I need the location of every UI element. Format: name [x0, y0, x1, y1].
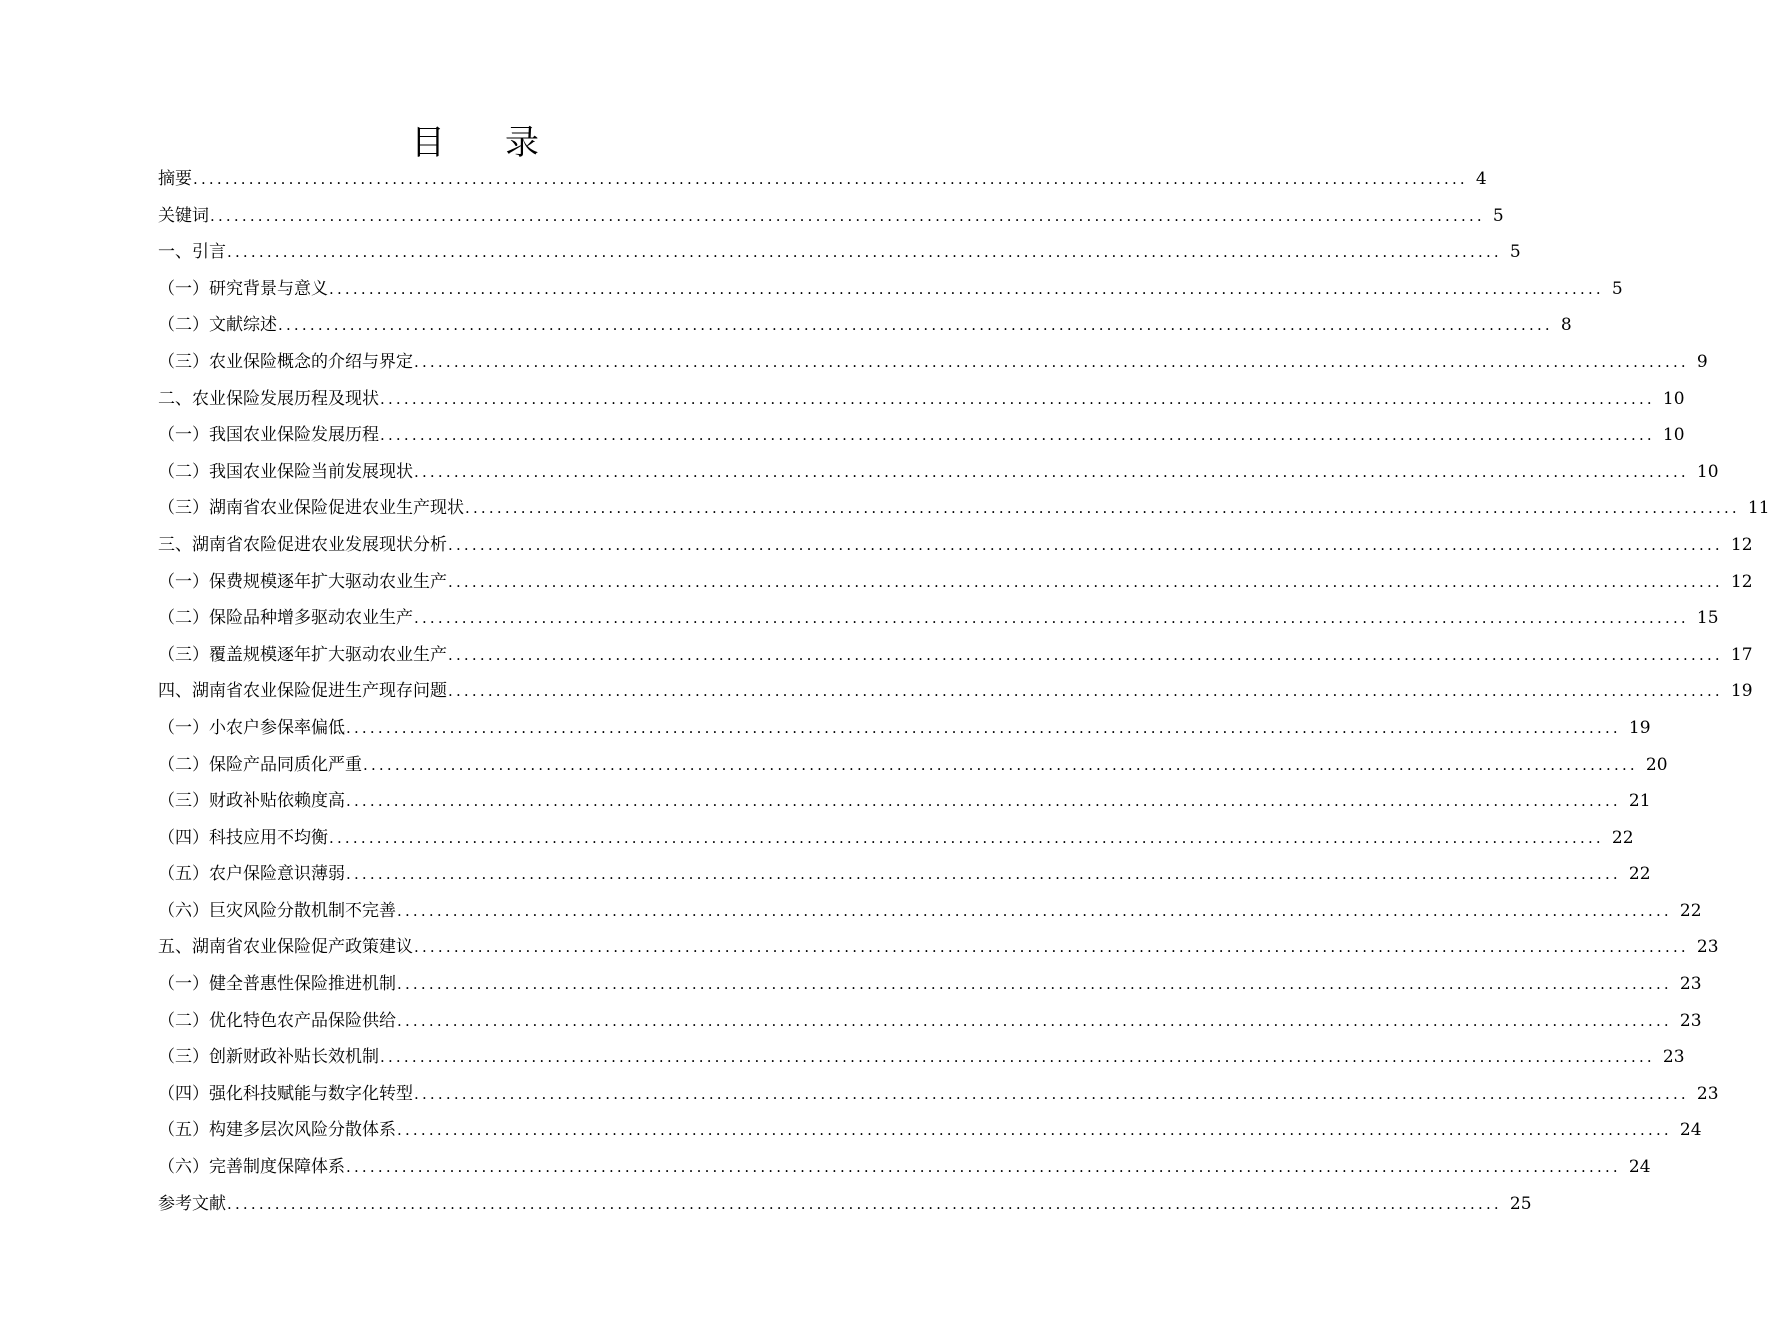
toc-entry-page: 10 — [1662, 388, 1685, 409]
toc-entry-label: （二）我国农业保险当前发展现状 — [158, 461, 413, 482]
toc-entry-label: （一）保费规模逐年扩大驱动农业生产 — [158, 571, 447, 592]
toc-leader-dots: ................................................................................................................................................................ — [346, 1158, 1621, 1177]
toc-leader-dots: ................................................................................................................................................................ — [329, 828, 1604, 847]
toc-entry-page: 23 — [1662, 1047, 1685, 1068]
toc-entry-label: （四）科技应用不均衡 — [158, 827, 328, 848]
toc-entry-page: 5 — [1509, 242, 1521, 263]
toc-entry-label: （一）我国农业保险发展历程 — [158, 425, 379, 446]
toc-entry-page: 22 — [1611, 827, 1634, 848]
toc-entry-page: 23 — [1696, 1083, 1719, 1104]
toc-entry-label: （二）文献综述 — [158, 315, 277, 336]
toc-entry[interactable] — [158, 1039, 1685, 1076]
toc-entry[interactable] — [158, 527, 1753, 564]
toc-leader-dots: ................................................................................................................................................................ — [380, 426, 1655, 445]
toc-leader-dots: ................................................................................................................................................................ — [346, 718, 1621, 737]
toc-entry-page: 10 — [1662, 425, 1685, 446]
toc-entry[interactable] — [158, 637, 1753, 674]
toc-entry-page: 5 — [1611, 278, 1623, 299]
toc-leader-dots: ................................................................................................................................................................ — [193, 170, 1468, 188]
toc-entry-label: （三）创新财政补贴长效机制 — [158, 1047, 379, 1068]
toc-entry-page: 20 — [1645, 754, 1668, 775]
toc-entry-page: 9 — [1696, 351, 1708, 372]
toc-entry-page: 12 — [1730, 534, 1753, 555]
toc-entry-label: 一、引言 — [158, 242, 226, 263]
toc-entry[interactable] — [158, 454, 1719, 491]
toc-entry-page: 11 — [1747, 498, 1770, 519]
toc-leader-dots: ................................................................................................................................................................ — [465, 499, 1740, 518]
toc-leader-dots: ................................................................................................................................................................ — [346, 865, 1621, 884]
toc-entry[interactable] — [158, 564, 1753, 601]
toc-entry[interactable] — [158, 966, 1702, 1003]
toc-entry[interactable] — [158, 929, 1719, 966]
toc-leader-dots: ................................................................................................................................................................ — [380, 1048, 1655, 1067]
toc-leader-dots: ................................................................................................................................................................ — [278, 316, 1553, 335]
toc-leader-dots: ................................................................................................................................................................ — [227, 1194, 1502, 1213]
toc-entry[interactable] — [158, 783, 1651, 820]
toc-entry-page: 23 — [1679, 1010, 1702, 1031]
toc-leader-dots: ................................................................................................................................................................ — [210, 206, 1485, 225]
toc-title: 目录 — [411, 123, 599, 163]
toc-entry-page: 24 — [1679, 1120, 1702, 1141]
toc-entry[interactable] — [158, 381, 1685, 418]
toc-entry-page: 24 — [1628, 1157, 1651, 1178]
toc-entry[interactable] — [158, 893, 1702, 930]
toc-entry-page: 15 — [1696, 608, 1719, 629]
toc-entry-label: （三）湖南省农业保险促进农业生产现状 — [158, 498, 464, 519]
toc-entry-page: 22 — [1628, 864, 1651, 885]
toc-entry[interactable] — [158, 600, 1719, 637]
toc-entry-label: （一）研究背景与意义 — [158, 278, 328, 299]
toc-entry-label: （五）构建多层次风险分散体系 — [158, 1120, 396, 1141]
toc-leader-dots: ................................................................................................................................................................ — [227, 243, 1502, 262]
toc-entry-label: （三）覆盖规模逐年扩大驱动农业生产 — [158, 644, 447, 665]
toc-entry-label: （五）农户保险意识薄弱 — [158, 864, 345, 885]
toc-entry-page: 23 — [1679, 974, 1702, 995]
toc-entry-label: （六）完善制度保障体系 — [158, 1157, 345, 1178]
toc-leader-dots: ................................................................................................................................................................ — [414, 462, 1689, 481]
toc-list — [158, 161, 1770, 1222]
toc-entry-label: （一）健全普惠性保险推进机制 — [158, 974, 396, 995]
toc-entry-page: 4 — [1475, 169, 1487, 189]
toc-entry-label: （三）农业保险概念的介绍与界定 — [158, 351, 413, 372]
toc-leader-dots: ................................................................................................................................................................ — [397, 975, 1672, 994]
toc-entry-page: 8 — [1560, 315, 1572, 336]
toc-entry-page: 19 — [1628, 717, 1651, 738]
toc-entry[interactable] — [158, 344, 1708, 381]
toc-entry-label: （二）优化特色农产品保险供给 — [158, 1010, 396, 1031]
toc-entry-page: 12 — [1730, 571, 1753, 592]
toc-entry[interactable] — [158, 673, 1753, 710]
toc-entry[interactable] — [158, 307, 1572, 344]
toc-entry[interactable] — [158, 710, 1651, 747]
toc-entry-page: 23 — [1696, 937, 1719, 958]
toc-leader-dots: ................................................................................................................................................................ — [448, 682, 1723, 701]
toc-entry-page: 21 — [1628, 791, 1651, 812]
toc-entry[interactable] — [158, 490, 1770, 527]
toc-entry[interactable] — [158, 234, 1521, 271]
toc-leader-dots: ................................................................................................................................................................ — [448, 535, 1723, 554]
toc-leader-dots: ................................................................................................................................................................ — [414, 609, 1689, 628]
toc-entry-page: 17 — [1730, 644, 1753, 665]
toc-leader-dots: ................................................................................................................................................................ — [448, 645, 1723, 664]
toc-entry-label: 三、湖南省农险促进农业发展现状分析 — [158, 534, 447, 555]
toc-entry[interactable] — [158, 271, 1623, 308]
toc-entry-label: 四、湖南省农业保险促进生产现存问题 — [158, 681, 447, 702]
toc-leader-dots: ................................................................................................................................................................ — [448, 572, 1723, 591]
toc-entry-page: 25 — [1509, 1193, 1532, 1214]
toc-entry[interactable] — [158, 1186, 1532, 1223]
toc-leader-dots: ................................................................................................................................................................ — [397, 1121, 1672, 1140]
toc-entry-label: 二、农业保险发展历程及现状 — [158, 388, 379, 409]
toc-entry-label: （三）财政补贴依赖度高 — [158, 791, 345, 812]
toc-entry[interactable] — [158, 1112, 1702, 1149]
toc-entry-page: 5 — [1492, 205, 1504, 226]
toc-entry-page: 19 — [1730, 681, 1753, 702]
toc-leader-dots: ................................................................................................................................................................ — [380, 389, 1655, 408]
toc-entry[interactable] — [158, 417, 1685, 454]
toc-entry[interactable] — [158, 161, 1487, 198]
toc-entry-label: 关键词 — [158, 205, 209, 226]
toc-entry-label: （六）巨灾风险分散机制不完善 — [158, 900, 396, 921]
toc-leader-dots: ................................................................................................................................................................ — [397, 1011, 1672, 1030]
toc-leader-dots: ................................................................................................................................................................ — [414, 938, 1689, 957]
toc-entry-label: （二）保险产品同质化严重 — [158, 754, 362, 775]
toc-entry[interactable] — [158, 1076, 1719, 1113]
toc-entry[interactable] — [158, 198, 1504, 235]
toc-entry-label: 五、湖南省农业保险促产政策建议 — [158, 937, 413, 958]
toc-entry-page: 10 — [1696, 461, 1719, 482]
toc-entry-label: （二）保险品种增多驱动农业生产 — [158, 608, 413, 629]
toc-entry[interactable] — [158, 747, 1668, 784]
toc-leader-dots: ................................................................................................................................................................ — [414, 352, 1689, 371]
toc-entry-page: 22 — [1679, 900, 1702, 921]
toc-entry-label: （一）小农户参保率偏低 — [158, 717, 345, 738]
toc-leader-dots: ................................................................................................................................................................ — [397, 901, 1672, 920]
toc-entry[interactable] — [158, 1149, 1651, 1186]
toc-leader-dots: ................................................................................................................................................................ — [329, 279, 1604, 298]
toc-leader-dots: ................................................................................................................................................................ — [363, 755, 1638, 774]
toc-entry[interactable] — [158, 1003, 1702, 1040]
toc-entry-label: 摘要 — [158, 169, 192, 189]
toc-leader-dots: ................................................................................................................................................................ — [414, 1084, 1689, 1103]
toc-entry-label: （四）强化科技赋能与数字化转型 — [158, 1083, 413, 1104]
toc-entry[interactable] — [158, 820, 1634, 857]
toc-entry[interactable] — [158, 856, 1651, 893]
toc-entry-label: 参考文献 — [158, 1193, 226, 1214]
toc-leader-dots: ................................................................................................................................................................ — [346, 792, 1621, 811]
